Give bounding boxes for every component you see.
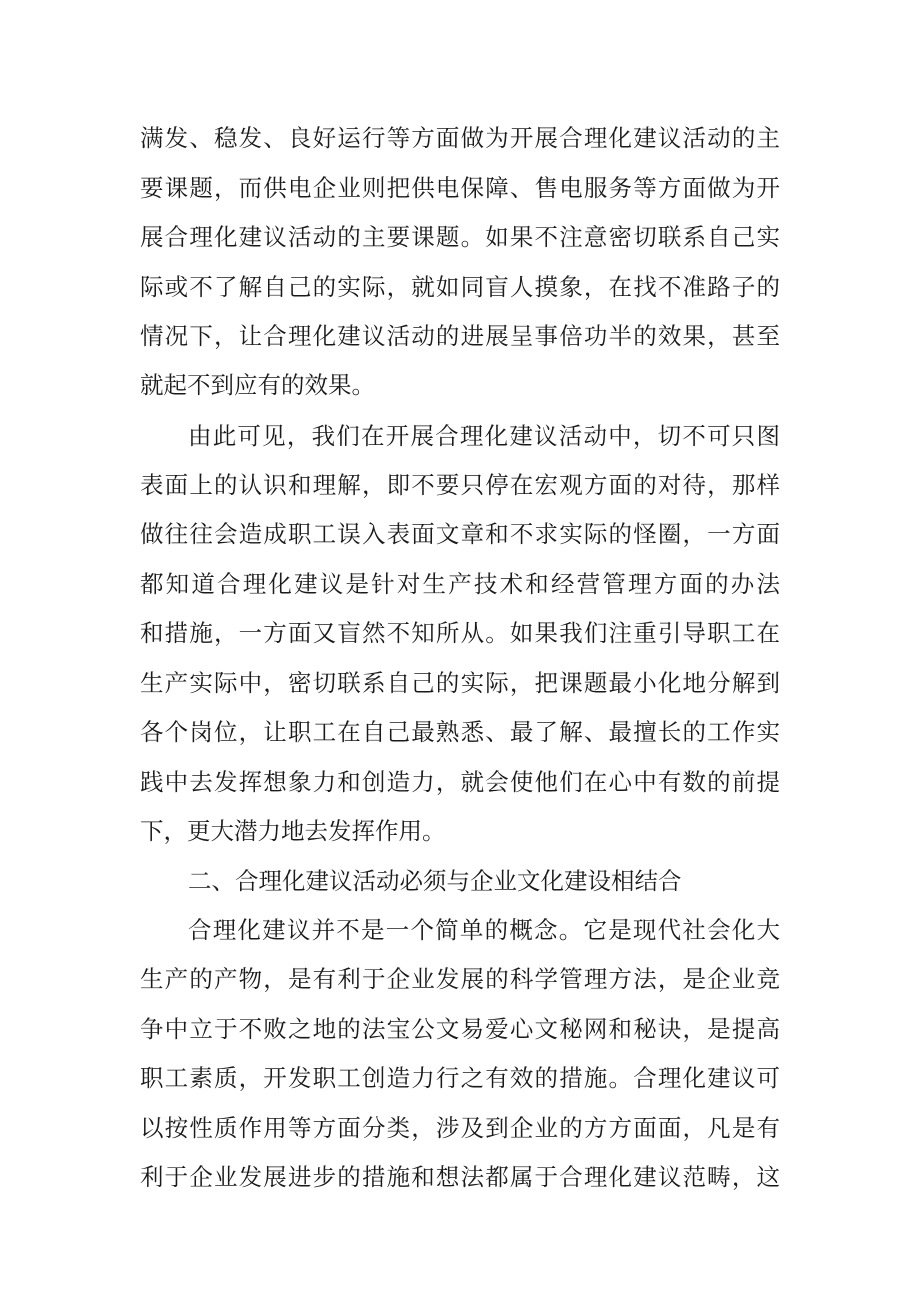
paragraph-2-line-7: 各个岗位，让职工在自己最熟悉、最了解、最擅长的工作实 bbox=[140, 718, 780, 746]
paragraph-2-line-5: 和措施，一方面又盲然不知所从。如果我们注重引导职工在 bbox=[140, 619, 780, 647]
paragraph-3-line-2: 生产的产物，是有利于企业发展的科学管理方法，是企业竞 bbox=[140, 965, 780, 993]
paragraph-2-line-8: 践中去发挥想象力和创造力，就会使他们在心中有数的前提 bbox=[140, 768, 780, 796]
section-heading: 二、合理化建议活动必须与企业文化建设相结合 bbox=[188, 867, 682, 895]
paragraph-2-line-1: 由此可见，我们在开展合理化建议活动中，切不可只图 bbox=[188, 422, 780, 450]
paragraph-3-line-5: 以按性质作用等方面分类，涉及到企业的方方面面，凡是有 bbox=[140, 1114, 780, 1142]
paragraph-1-line-2: 要课题，而供电企业则把供电保障、售电服务等方面做为开 bbox=[140, 174, 780, 202]
paragraph-1-line-5: 情况下，让合理化建议活动的进展呈事倍功半的效果，甚至 bbox=[140, 322, 780, 350]
paragraph-1-line-1: 满发、稳发、良好运行等方面做为开展合理化建议活动的主 bbox=[140, 124, 780, 152]
paragraph-2-line-9: 下，更大潜力地去发挥作用。 bbox=[140, 817, 446, 845]
paragraph-3-line-4: 职工素质，开发职工创造力行之有效的措施。合理化建议可 bbox=[140, 1064, 780, 1092]
paragraph-1-line-4: 际或不了解自己的实际，就如同盲人摸象，在找不准路子的 bbox=[140, 273, 780, 301]
paragraph-1-line-3: 展合理化建议活动的主要课题。如果不注意密切联系自己实 bbox=[140, 223, 780, 251]
paragraph-1-line-6: 就起不到应有的效果。 bbox=[140, 371, 375, 399]
paragraph-3-line-1: 合理化建议并不是一个简单的概念。它是现代社会化大 bbox=[188, 916, 780, 944]
paragraph-2-line-3: 做往往会造成职工误入表面文章和不求实际的怪圈，一方面 bbox=[140, 520, 780, 548]
paragraph-3-line-3: 争中立于不败之地的法宝公文易爱心文秘网和秘诀，是提高 bbox=[140, 1015, 780, 1043]
paragraph-2-line-6: 生产实际中，密切联系自己的实际，把课题最小化地分解到 bbox=[140, 669, 780, 697]
paragraph-2-line-2: 表面上的认识和理解，即不要只停在宏观方面的对待，那样 bbox=[140, 471, 780, 499]
paragraph-3-line-6: 利于企业发展进步的措施和想法都属于合理化建议范畴，这 bbox=[140, 1163, 780, 1191]
paragraph-2-line-4: 都知道合理化建议是针对生产技术和经营管理方面的办法 bbox=[140, 570, 780, 598]
